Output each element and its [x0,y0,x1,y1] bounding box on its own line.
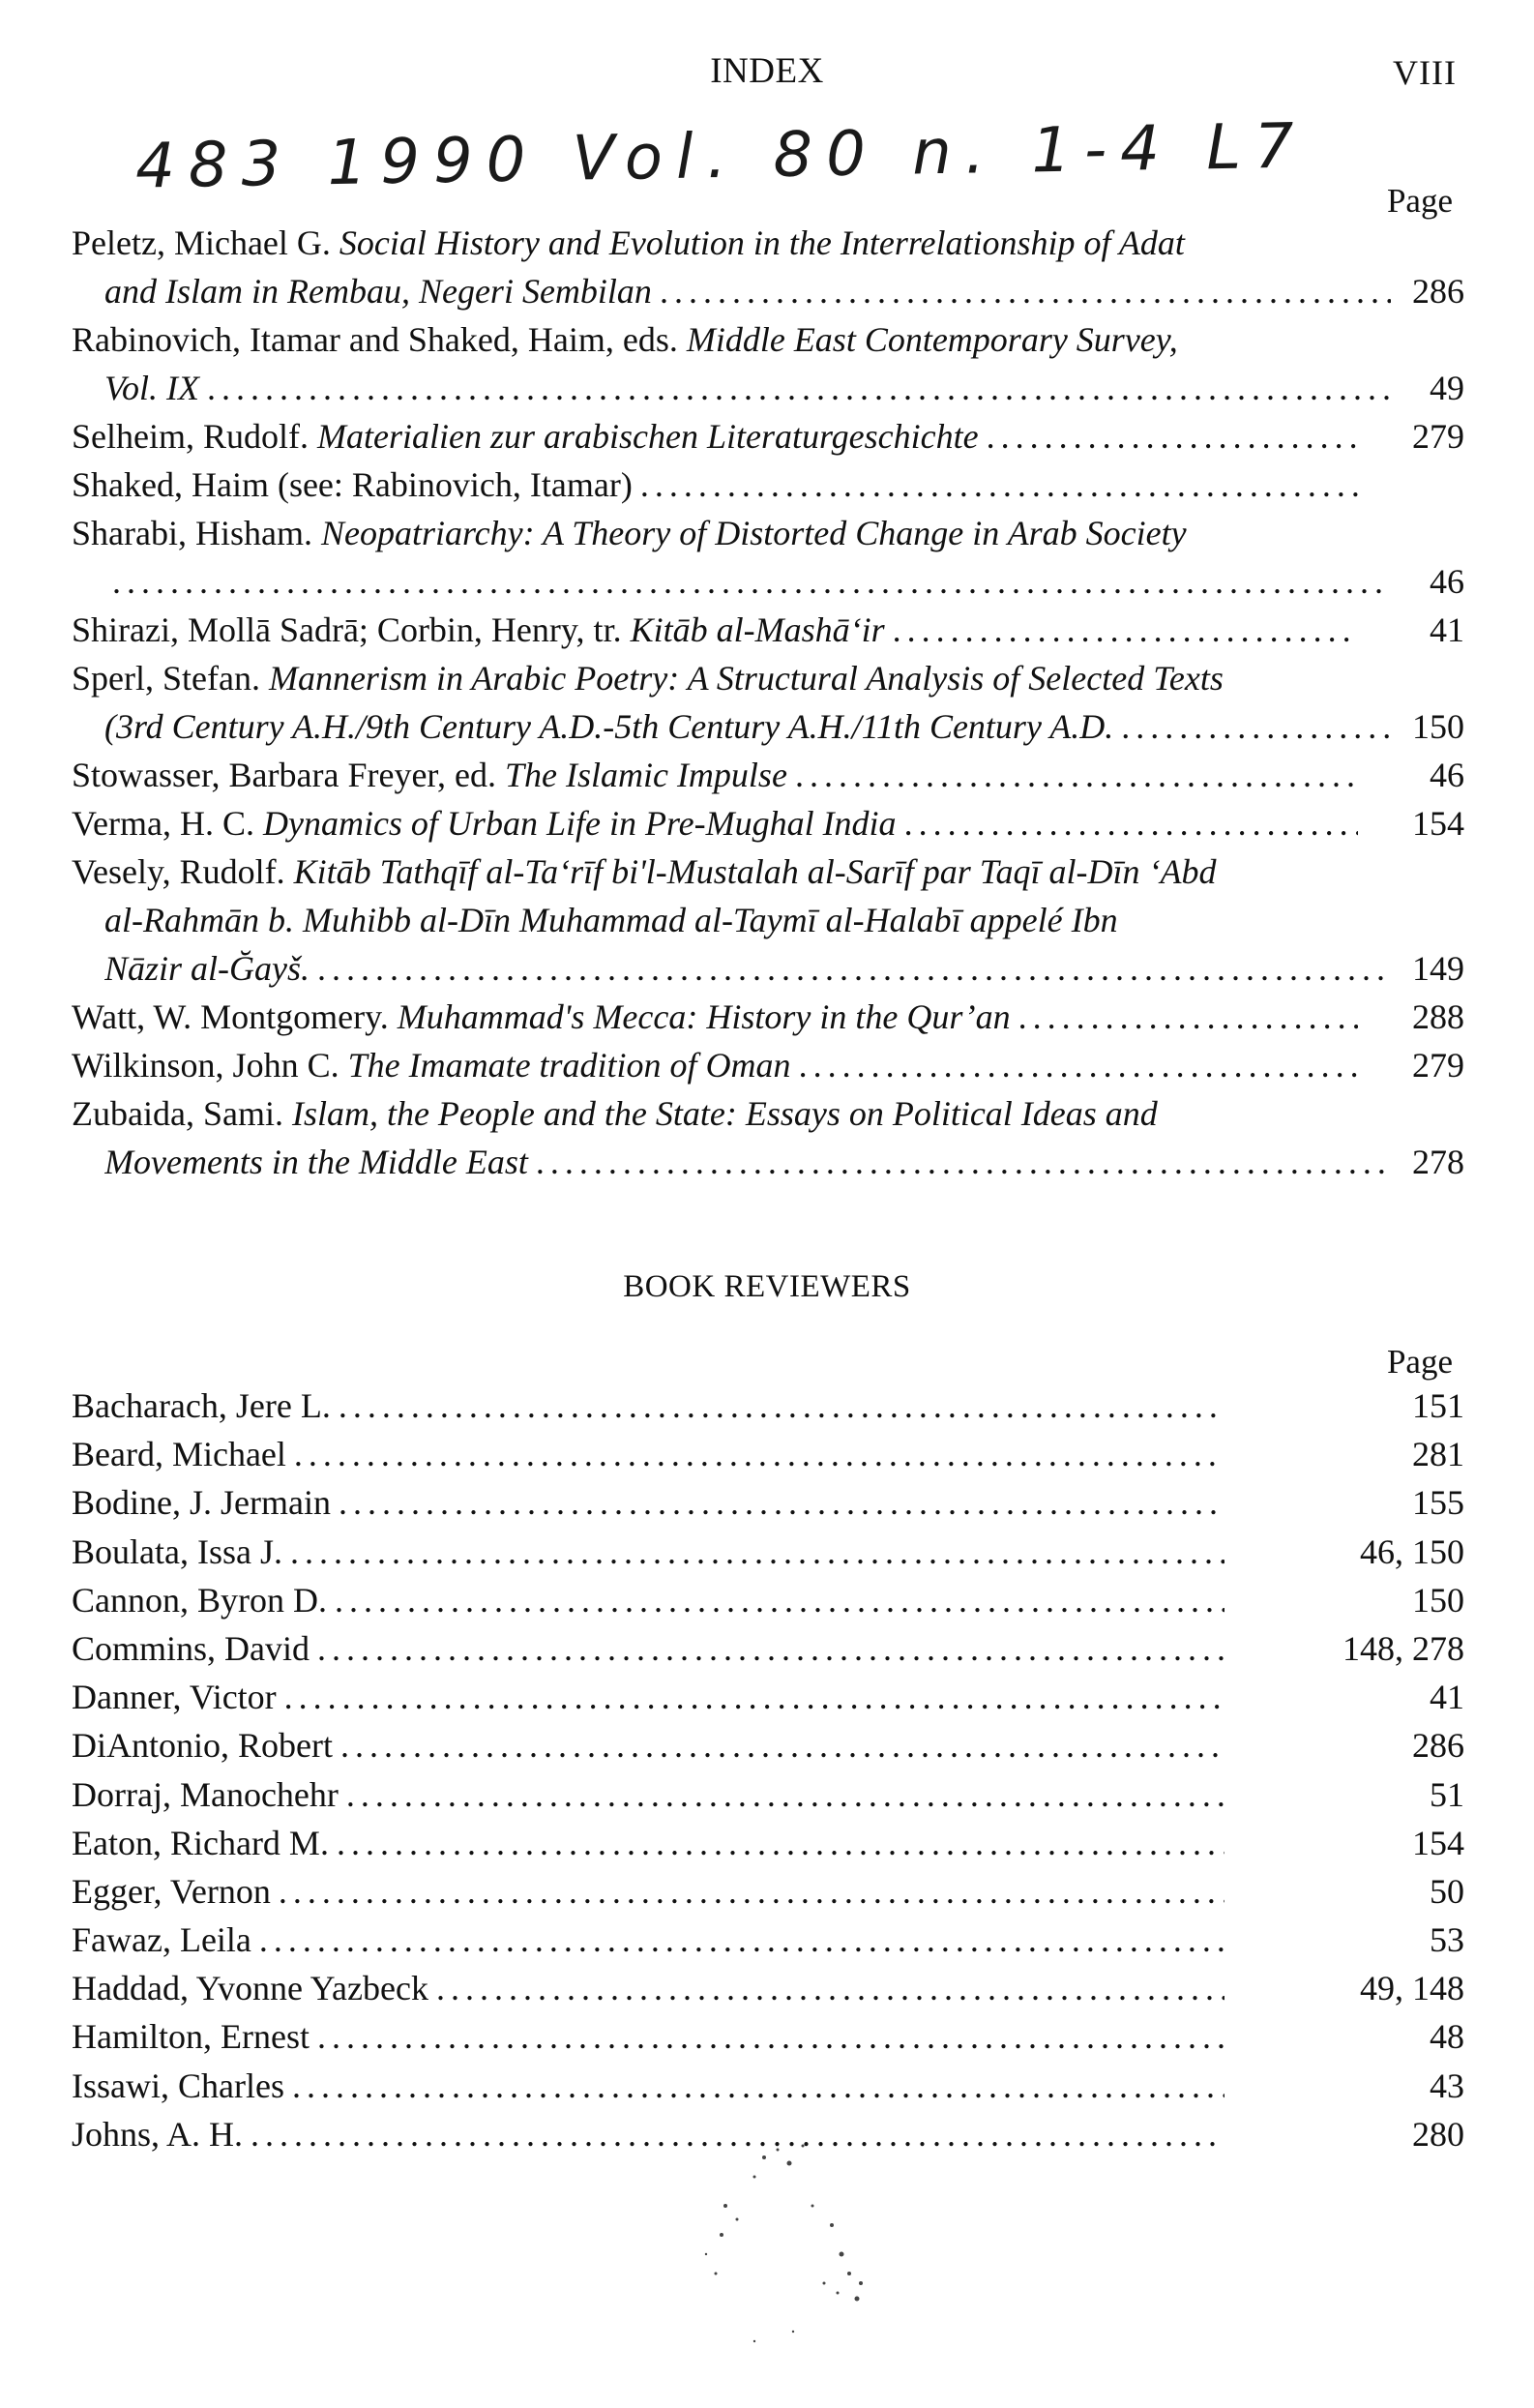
entry-title-cont: Movements in the Middle East [104,1143,528,1181]
entry-title-cont: Nāzir al-Ğayš. [104,949,310,988]
dot-leader [337,1819,1224,1867]
reviewer-pages: 154 [1412,1823,1464,1862]
dot-leader [640,461,1358,509]
reviewer-name: Eaton, Richard M. [72,1823,329,1862]
reviewer-name: Beard, Michael [72,1435,286,1474]
reviewer-row [72,1478,1464,1527]
entry-title: Social History and Evolution in the Interrelationship of Adat [339,223,1185,262]
dot-leader [339,1478,1224,1527]
dot-leader [335,1576,1224,1624]
reviewer-name: Bodine, J. Jermain [72,1483,331,1523]
reviewer-name: Bacharach, Jere L. [72,1386,331,1425]
entry-author: Vesely, Rudolf. [72,852,294,891]
entry-title-cont: al-Rahmān b. Muhibb al-Dīn Muhammad al-Taymī al-Halabī appelé Ibn [104,901,1118,939]
entry-page [1358,461,1464,509]
index-entry [72,799,1464,847]
index-entry [72,751,1464,799]
entry-author: Shirazi, Mollā Sadrā; Corbin, Henry, tr. [72,610,631,649]
entry-title: Dynamics of Urban Life in Pre-Mughal India [262,804,897,843]
reviewer-row [72,1964,1464,2012]
reviewer-name: Haddad, Yvonne Yazbeck [72,1969,428,2008]
reviewer-pages: 150 [1412,1580,1464,1620]
entry-page: 286 [1412,272,1464,311]
reviewer-name: Fawaz, Leila [72,1920,251,1960]
dot-leader [112,557,1391,606]
dot-leader [259,1916,1224,1964]
entry-page: 46 [1430,562,1464,601]
page-folio: VIII [1393,53,1457,92]
dot-leader [317,1624,1224,1673]
index-entry [72,606,1464,654]
dot-leader [290,1528,1224,1576]
reviewer-name: Commins, David [72,1628,310,1668]
entry-page: 279 [1412,1046,1464,1085]
reviewer-pages: 48 [1430,2017,1464,2057]
index-entry [72,1089,1464,1186]
reviewer-pages: 155 [1412,1483,1464,1523]
entry-page: 279 [1412,417,1464,456]
entry-title-cont: and Islam in Rembau, Negeri Sembilan [104,272,652,311]
entry-page: 278 [1412,1143,1464,1181]
entry-page: 49 [1430,369,1464,407]
entry-page: 288 [1412,997,1464,1036]
entry-page: 150 [1412,707,1464,746]
book-reviewers-list [72,1382,1464,2158]
running-title: INDEX [710,51,824,91]
entry-page: 41 [1430,610,1464,649]
running-head [0,50,1534,108]
dot-leader [317,944,1391,993]
reviewer-row [72,1624,1464,1673]
reviewer-row [72,1819,1464,1867]
section-title-book-reviewers: BOOK REVIEWERS [623,1269,911,1304]
entry-title-cont: (3rd Century A.H./9th Century A.D.-5th Century A.H./11th Century A.D. [104,707,1114,746]
dot-leader [987,412,1358,461]
reviewer-row [72,1673,1464,1721]
entry-author: Sperl, Stefan. [72,659,269,698]
index-entry [72,993,1464,1041]
reviewers-page-heading: Page [1386,1343,1453,1381]
reviewer-pages: 49, 148 [1360,1969,1464,2008]
reviewer-row [72,1430,1464,1478]
entry-title-cont: Vol. IX [104,369,199,407]
dot-leader [340,1721,1224,1769]
entry-author: Rabinovich, Itamar and Shaked, Haim, eds. [72,320,687,359]
book-index-list [72,219,1464,1186]
index-entry [72,461,1464,509]
reviewer-name: Johns, A. H. [72,2114,244,2154]
index-page-heading: Page [1386,182,1453,220]
entry-title: Middle East Contemporary Survey, [686,320,1178,359]
reviewer-row [72,1528,1464,1576]
entry-title: Kitāb Tathqīf al-Ta‘rīf bi'l-Mustalah al-Sarīf par Taqī al-Dīn ‘Abd [293,852,1217,891]
reviewer-pages: 281 [1412,1435,1464,1474]
reviewer-row [72,2062,1464,2110]
entry-page: 46 [1430,756,1464,794]
dot-leader [292,2062,1224,2110]
dot-leader [294,1430,1224,1478]
dot-leader [1121,702,1391,751]
index-entry [72,847,1464,993]
entry-title: Islam, the People and the State: Essays on Political Ideas and [291,1094,1158,1133]
dot-leader [317,2012,1224,2061]
reviewer-row [72,1576,1464,1624]
entry-author: Selheim, Rudolf. [72,417,317,456]
dot-leader [1018,993,1358,1041]
dot-leader [436,1964,1224,2012]
dot-leader [279,1867,1224,1916]
reviewer-name: Dorraj, Manochehr [72,1774,339,1814]
reviewer-row [72,1721,1464,1769]
entry-title: Kitāb al-Mashā‘ir [630,610,885,649]
reviewer-name: Egger, Vernon [72,1871,271,1911]
index-entry [72,509,1464,606]
entry-title: Materialien zur arabischen Literaturgeschichte [317,417,979,456]
entry-author: Wilkinson, John C. [72,1046,348,1085]
entry-title: The Imamate tradition of Oman [347,1046,791,1085]
reviewer-row [72,1770,1464,1819]
entry-author: Sharabi, Hisham. [72,514,321,552]
reviewer-pages: 53 [1430,1920,1464,1960]
entry-author: Shaked, Haim (see: Rabinovich, Itamar) [72,465,633,504]
index-entry [72,412,1464,461]
reviewer-pages: 286 [1412,1726,1464,1766]
entry-page: 154 [1412,804,1464,843]
dot-leader [536,1138,1391,1186]
dot-leader [207,364,1391,412]
index-entry [72,219,1464,315]
dot-leader [904,799,1358,847]
reviewer-pages: 46, 150 [1360,1531,1464,1571]
index-entry [72,315,1464,412]
reviewer-name: Hamilton, Ernest [72,2017,310,2057]
entry-title: The Islamic Impulse [504,756,787,794]
reviewer-name: Issawi, Charles [72,2066,284,2105]
dot-leader [339,1382,1224,1430]
dot-leader [346,1770,1224,1819]
entry-title: Neopatriarchy: A Theory of Distorted Change in Arab Society [320,514,1187,552]
scan-noise-specks [696,2138,948,2361]
entry-title: Mannerism in Arabic Poetry: A Structural Analysis of Selected Texts [268,659,1224,698]
entry-author: Stowasser, Barbara Freyer, ed. [72,756,505,794]
reviewer-pages: 51 [1430,1774,1464,1814]
reviewer-name: Boulata, Issa J. [72,1531,282,1571]
reviewer-name: DiAntonio, Robert [72,1726,333,1766]
reviewer-pages: 151 [1412,1386,1464,1425]
entry-author: Zubaida, Sami. [72,1094,292,1133]
reviewer-name: Cannon, Byron D. [72,1580,327,1620]
entry-author: Watt, W. Montgomery. [72,997,398,1036]
index-entry [72,654,1464,751]
dot-leader [660,267,1391,315]
reviewer-row [72,1867,1464,1916]
entry-title: Muhammad's Mecca: History in the Qur’an [397,997,1011,1036]
handwritten-shelfmark: 483 1990 Vol. 80 n. 1-4 L7 [134,110,1309,203]
dot-leader [893,606,1358,654]
dot-leader [795,751,1358,799]
index-entry [72,1041,1464,1089]
dot-leader [284,1673,1224,1721]
reviewer-row [72,1916,1464,1964]
entry-author: Verma, H. C. [72,804,263,843]
entry-page: 149 [1412,949,1464,988]
reviewer-pages: 43 [1430,2066,1464,2105]
dot-leader [799,1041,1358,1089]
reviewer-name: Danner, Victor [72,1678,277,1717]
reviewer-pages: 148, 278 [1342,1628,1464,1668]
reviewer-row [72,2012,1464,2061]
entry-author: Peletz, Michael G. [72,223,339,262]
reviewer-pages: 280 [1412,2114,1464,2154]
reviewer-pages: 50 [1430,1871,1464,1911]
reviewer-pages: 41 [1430,1678,1464,1717]
reviewer-row [72,1382,1464,1430]
